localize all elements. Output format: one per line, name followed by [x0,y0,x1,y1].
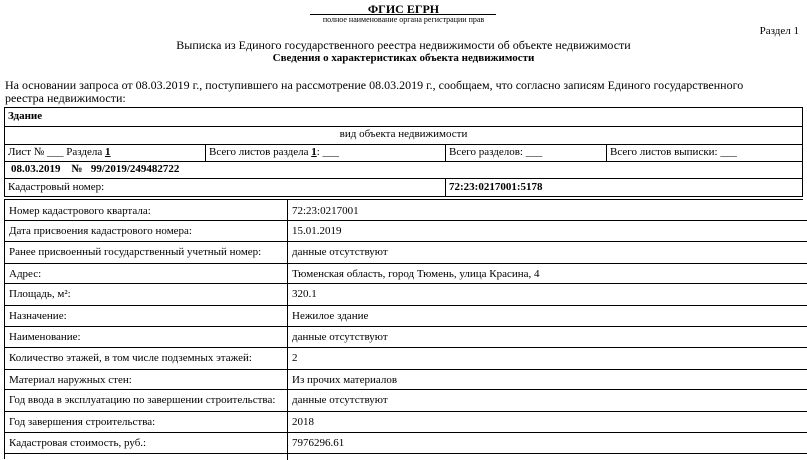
property-key: Назначение: [9,310,67,322]
property-key: Год завершения строительства: [9,416,156,428]
extract-date-number: 08.03.2019 № 99/2019/249482722 [11,163,180,175]
divider [5,126,802,127]
org-caption: полное наименование органа регистрации прав [322,15,485,24]
property-row [5,222,804,243]
property-value: данные отсутствуют [292,246,388,258]
row-divider [5,453,807,454]
document-title: Выписка из Единого государственного реестра недвижимости об объекте недвижимости [176,38,631,52]
property-row [5,307,804,328]
property-value: Тюменская область, город Тюмень, улица Красина, 4 [292,268,540,280]
divider [445,144,446,161]
divider [205,144,206,161]
row-divider [5,283,807,284]
section-label: Раздел 1 [759,25,799,37]
row-divider [5,347,807,348]
property-key: Ранее присвоенный государственный учетный номер: [9,246,262,258]
property-row [5,349,804,370]
property-key: Номер кадастрового квартала: [9,205,151,217]
property-key: Адрес: [9,268,42,280]
property-key: Количество этажей, в том числе подземных этажей: [9,352,252,364]
property-key: Год ввода в эксплуатацию по завершении строительства: [9,394,276,406]
property-row [5,243,804,264]
cadastral-number-label: Кадастровый номер: [8,181,105,193]
row-divider [5,389,807,390]
property-row [5,285,804,306]
org-name: ФГИС ЕГРН [367,2,440,16]
property-value: Из прочих материалов [292,374,398,386]
divider [5,161,802,162]
property-value: 320.1 [292,288,317,300]
properties-table [4,199,803,459]
property-key: Материал наружных стен: [9,374,132,386]
property-value: 2 [292,352,298,364]
divider [5,144,802,145]
basis-text: На основании запроса от 08.03.2019 г., поступившего на рассмотрение 08.03.2019 г., сообщаем, что согласно записям Единого государственного реестра недвижимости: [5,78,744,105]
property-value: данные отсутствуют [292,331,388,343]
property-value: 7976296.61 [292,437,345,449]
divider [445,178,446,196]
cadastral-number: 72:23:0217001:5178 [449,181,543,193]
object-type-caption: вид объекта недвижимости [339,128,468,140]
total-sections: Всего разделов: ___ [449,146,543,158]
property-value: 2018 [292,416,314,428]
sheet-number: Лист № ___ Раздела 1 [8,146,111,158]
property-value: Нежилое здание [292,310,369,322]
object-type: Здание [8,110,43,122]
property-row [5,434,804,455]
divider [606,144,607,161]
row-divider [5,411,807,412]
row-divider [5,241,807,242]
row-divider [5,432,807,433]
property-value: 15.01.2019 [292,225,342,237]
total-sheets: Всего листов выписки: ___ [610,146,737,158]
row-divider [5,326,807,327]
divider [5,178,802,179]
property-row [5,328,804,349]
property-row [5,413,804,434]
row-divider [5,220,807,221]
property-value: данные отсутствуют [292,394,388,406]
row-divider [5,369,807,370]
row-divider [5,305,807,306]
property-key: Дата присвоения кадастрового номера: [9,225,192,237]
property-value: 72:23:0217001 [292,205,359,217]
property-key: Наименование: [9,331,81,343]
total-sheets-section: Всего листов раздела 1: ___ [209,146,340,158]
object-header-table [4,107,803,197]
row-divider [5,263,807,264]
property-row [5,391,804,412]
property-key: Площадь, м²: [9,288,71,300]
property-key: Кадастровая стоимость, руб.: [9,437,147,449]
document-subtitle: Сведения о характеристиках объекта недвижимости [272,52,535,64]
